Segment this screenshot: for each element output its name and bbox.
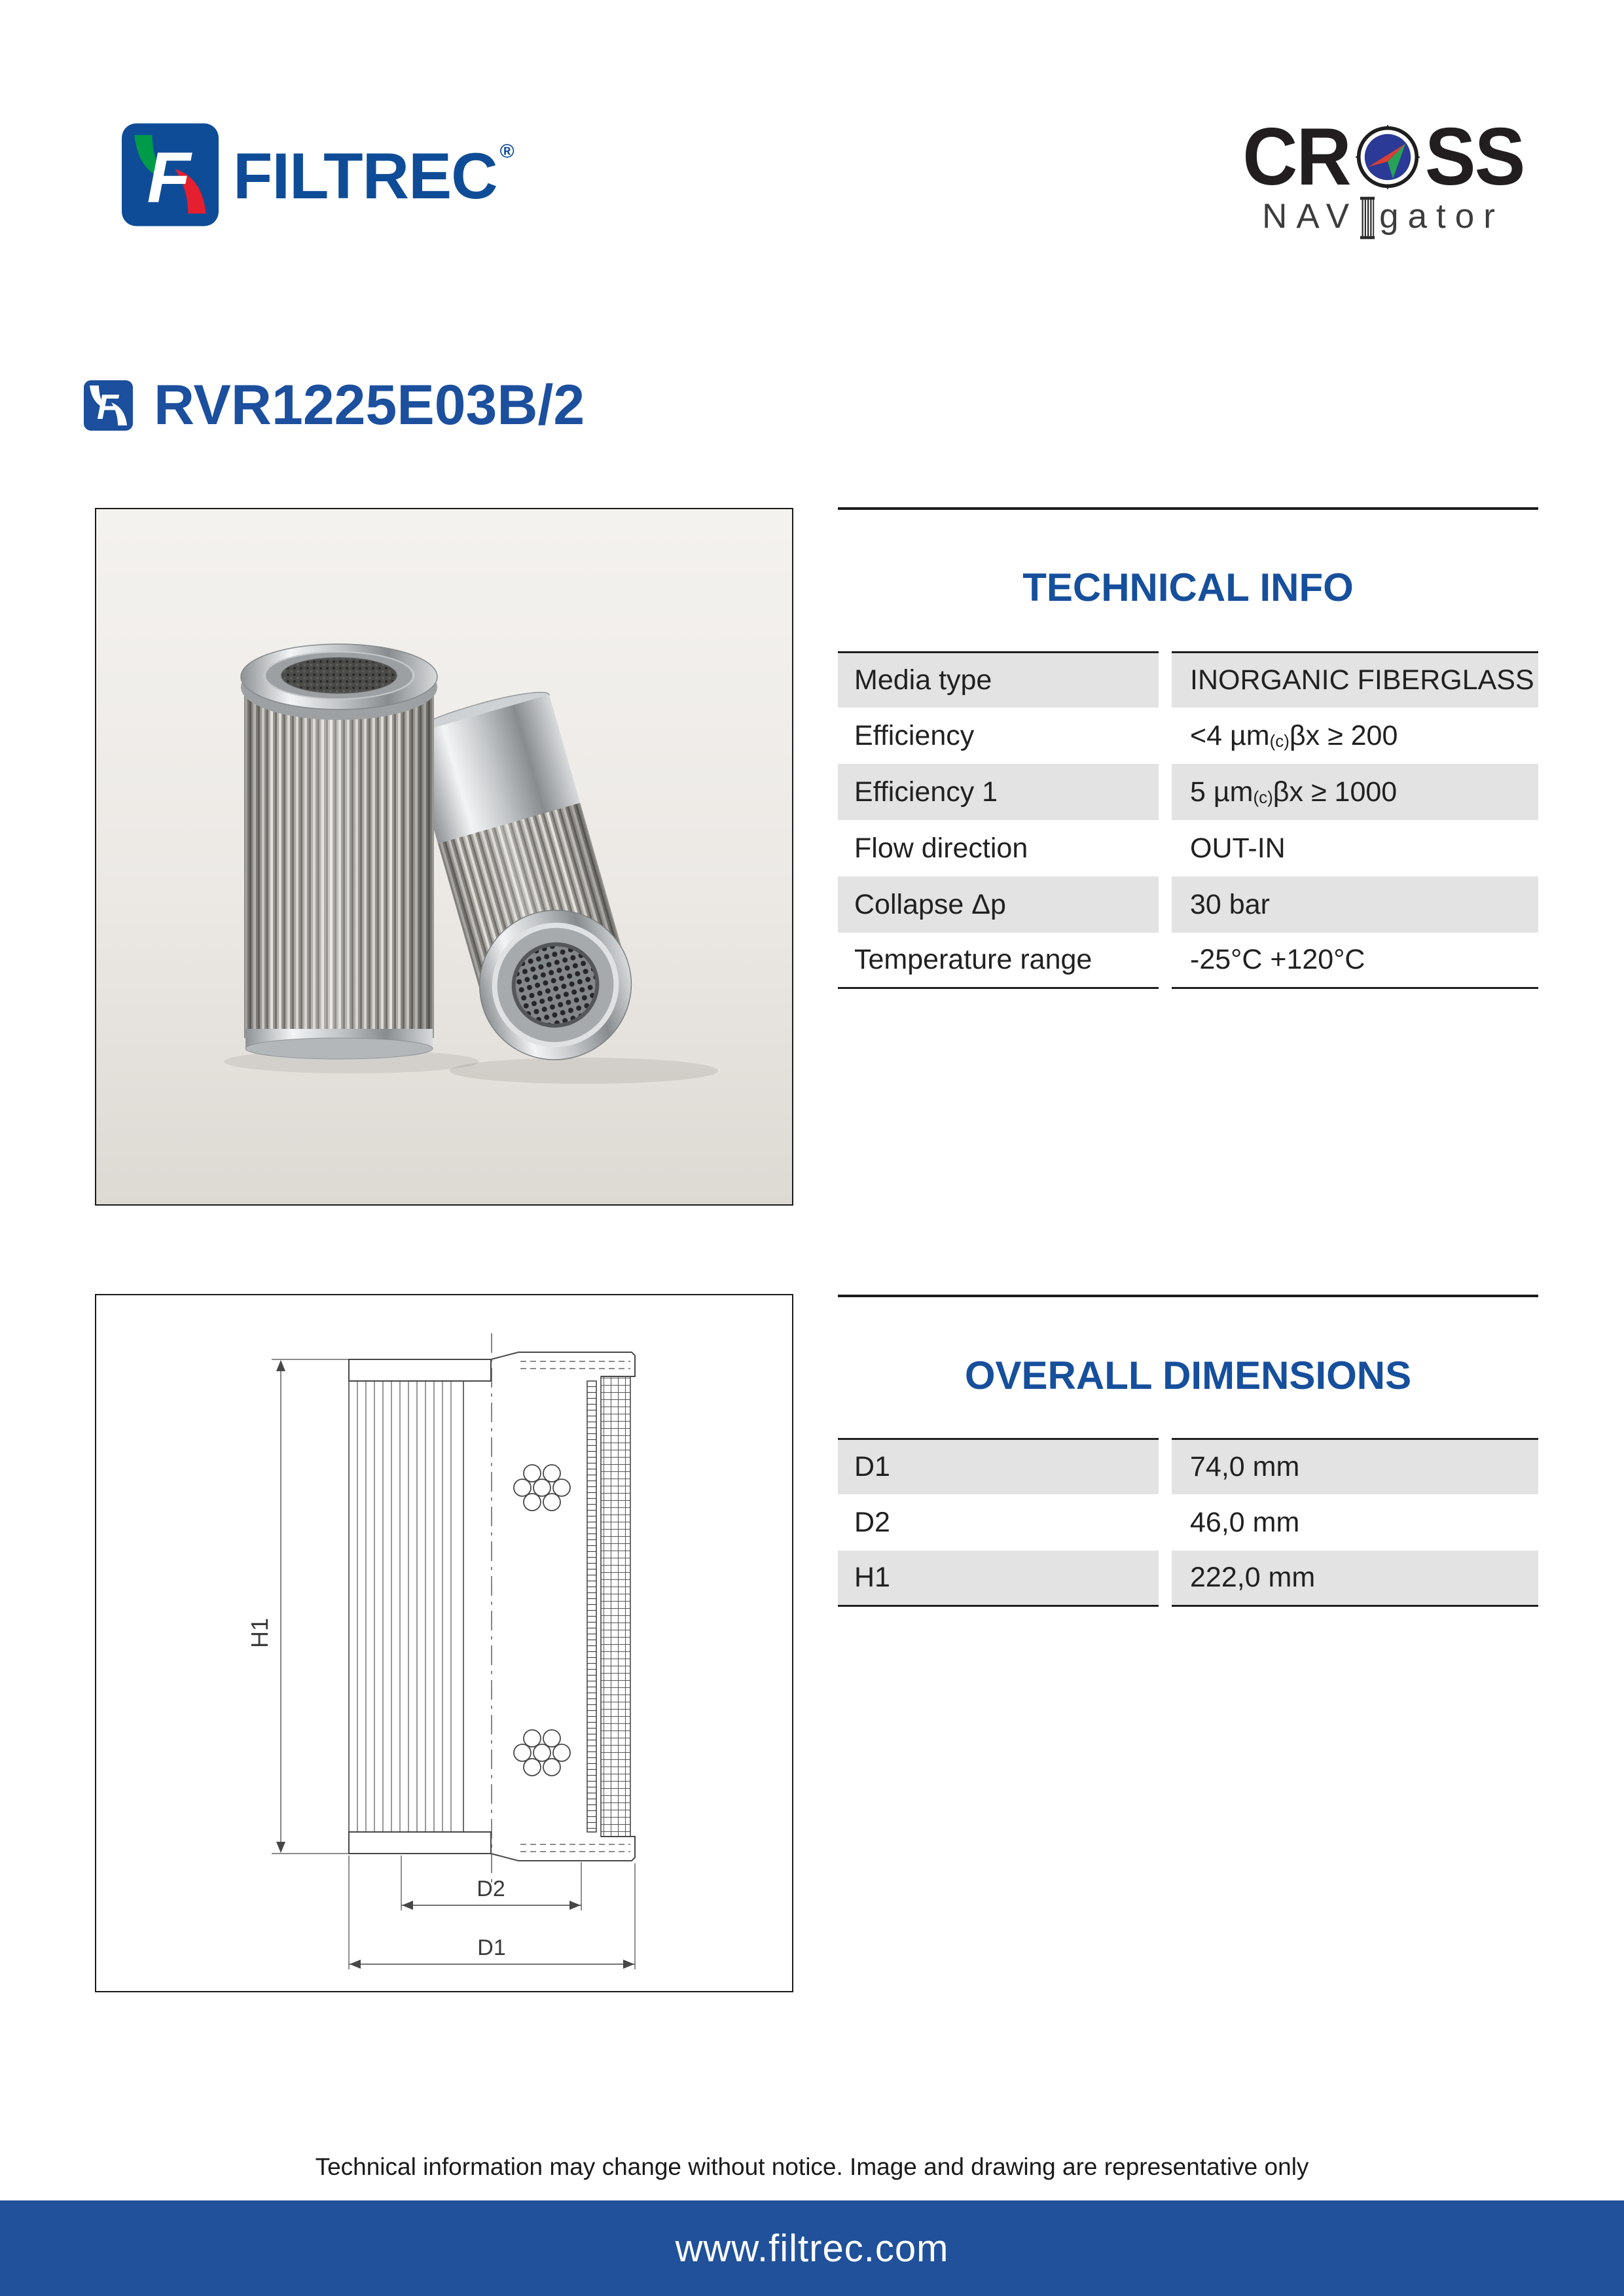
row-value: 222,0 mm — [1190, 1562, 1316, 1593]
cross-navigator-logo — [1236, 112, 1530, 240]
column-gap — [1159, 876, 1172, 933]
row-label-cell — [838, 876, 1159, 933]
row-value: 46,0 mm — [1190, 1506, 1300, 1538]
row-value: 74,0 mm — [1190, 1451, 1300, 1482]
row-value: 5 µm — [1190, 776, 1254, 808]
row-value-suffix: βx ≥ 200 — [1289, 719, 1398, 751]
column-gap — [1159, 933, 1172, 989]
footer-bar — [0, 2200, 1624, 2296]
cross-logo-nav: NAV — [1262, 197, 1359, 236]
table-row — [838, 708, 1538, 764]
table-row — [838, 764, 1538, 820]
row-value-cell — [1172, 933, 1538, 989]
row-value: <4 µm — [1190, 719, 1270, 751]
row-value-cell — [1172, 1494, 1538, 1551]
row-value-cell — [1172, 1438, 1538, 1494]
column-gap — [1159, 764, 1172, 820]
table-row — [838, 1494, 1538, 1551]
svg-text:F: F — [97, 387, 118, 427]
column-gap — [1159, 1438, 1172, 1494]
section-divider — [838, 1295, 1538, 1297]
part-number-row — [84, 374, 585, 437]
website-link[interactable]: www.filtrec.com — [675, 2227, 949, 2270]
svg-text:F: F — [147, 137, 191, 218]
column-gap — [1159, 651, 1172, 708]
row-label-cell — [838, 708, 1159, 764]
overall-dimensions-table — [838, 1438, 1538, 1607]
row-value-cell: 5 µm $_{(c)}$ βx ≥ 1000 — [1172, 764, 1538, 820]
row-value-cell — [1172, 1551, 1538, 1607]
column-gap — [1159, 1551, 1172, 1607]
table-row — [838, 876, 1538, 933]
cross-logo-line1 — [1236, 112, 1530, 202]
row-label: Media type — [854, 664, 992, 696]
drawing-label-d2: D2 — [477, 1876, 505, 1901]
row-label-cell — [838, 1551, 1159, 1607]
page-title-part-number: RVR1225E03B/2 — [154, 374, 585, 437]
row-value-cell — [1172, 876, 1538, 933]
row-label: H1 — [854, 1562, 890, 1593]
filter-element-photo-render — [96, 509, 792, 1204]
filtrec-logo — [122, 123, 514, 226]
filtrec-mini-icon — [84, 380, 133, 431]
row-label: D2 — [854, 1506, 890, 1538]
row-label: Collapse Δp — [854, 888, 1006, 920]
table-row — [838, 1438, 1538, 1494]
row-label: Efficiency 1 — [854, 776, 998, 808]
registered-trademark-symbol: ® — [499, 140, 514, 162]
technical-drawing — [95, 1294, 793, 1992]
row-value: INORGANIC FIBERGLASS — [1190, 664, 1534, 696]
column-gap — [1159, 708, 1172, 764]
table-row — [838, 820, 1538, 876]
table-row — [838, 651, 1538, 708]
row-label-cell — [838, 1494, 1159, 1551]
column-gap — [1159, 820, 1172, 876]
row-value: OUT-IN — [1190, 832, 1286, 864]
drawing-label-d1: D1 — [477, 1935, 506, 1960]
technical-info-table — [838, 651, 1538, 989]
standing-filter-element — [241, 644, 437, 1059]
row-label: Temperature range — [854, 944, 1092, 975]
row-label-cell — [838, 933, 1159, 989]
overall-dimensions-section — [838, 1295, 1538, 1398]
section-divider — [838, 507, 1538, 510]
filtrec-wordmark-text: FILTREC — [233, 139, 497, 212]
overall-dimensions-title: OVERALL DIMENSIONS — [964, 1354, 1412, 1397]
pillar-i-icon — [1360, 196, 1375, 240]
row-value: 30 bar — [1190, 888, 1270, 920]
row-label: Efficiency — [854, 719, 975, 751]
disclaimer-text: Technical information may change without notice. Image and drawing are representative only — [315, 2153, 1309, 2180]
row-value-suffix: βx ≥ 1000 — [1272, 776, 1398, 808]
cross-logo-gator: gator — [1379, 197, 1504, 236]
cross-logo-line2 — [1236, 199, 1530, 240]
table-row — [838, 933, 1538, 989]
dimension-drawing — [96, 1295, 792, 1991]
technical-info-section — [838, 507, 1538, 610]
table-row — [838, 1551, 1538, 1607]
row-label: D1 — [854, 1451, 890, 1482]
row-label-cell — [838, 820, 1159, 876]
compass-icon — [1355, 124, 1420, 190]
drawing-label-h1: H1 — [246, 1617, 273, 1649]
row-value-cell — [1172, 651, 1538, 708]
filtrec-wordmark — [233, 139, 514, 212]
cross-logo-cr: CR — [1242, 112, 1350, 202]
row-value-cell: <4 µm $_{(c)}$ βx ≥ 200 — [1190, 719, 1398, 751]
row-value: -25°C +120°C — [1190, 944, 1365, 975]
product-photo — [95, 508, 793, 1206]
row-label-cell — [838, 1438, 1159, 1494]
filtrec-logo-icon — [122, 123, 219, 226]
cross-logo-ss: SS — [1424, 112, 1525, 202]
row-label-cell — [838, 651, 1159, 708]
row-value-cell — [1172, 820, 1538, 876]
technical-info-title: TECHNICAL INFO — [1022, 565, 1354, 609]
column-gap — [1159, 1494, 1172, 1551]
row-label-cell — [838, 764, 1159, 820]
row-label: Flow direction — [854, 832, 1028, 864]
